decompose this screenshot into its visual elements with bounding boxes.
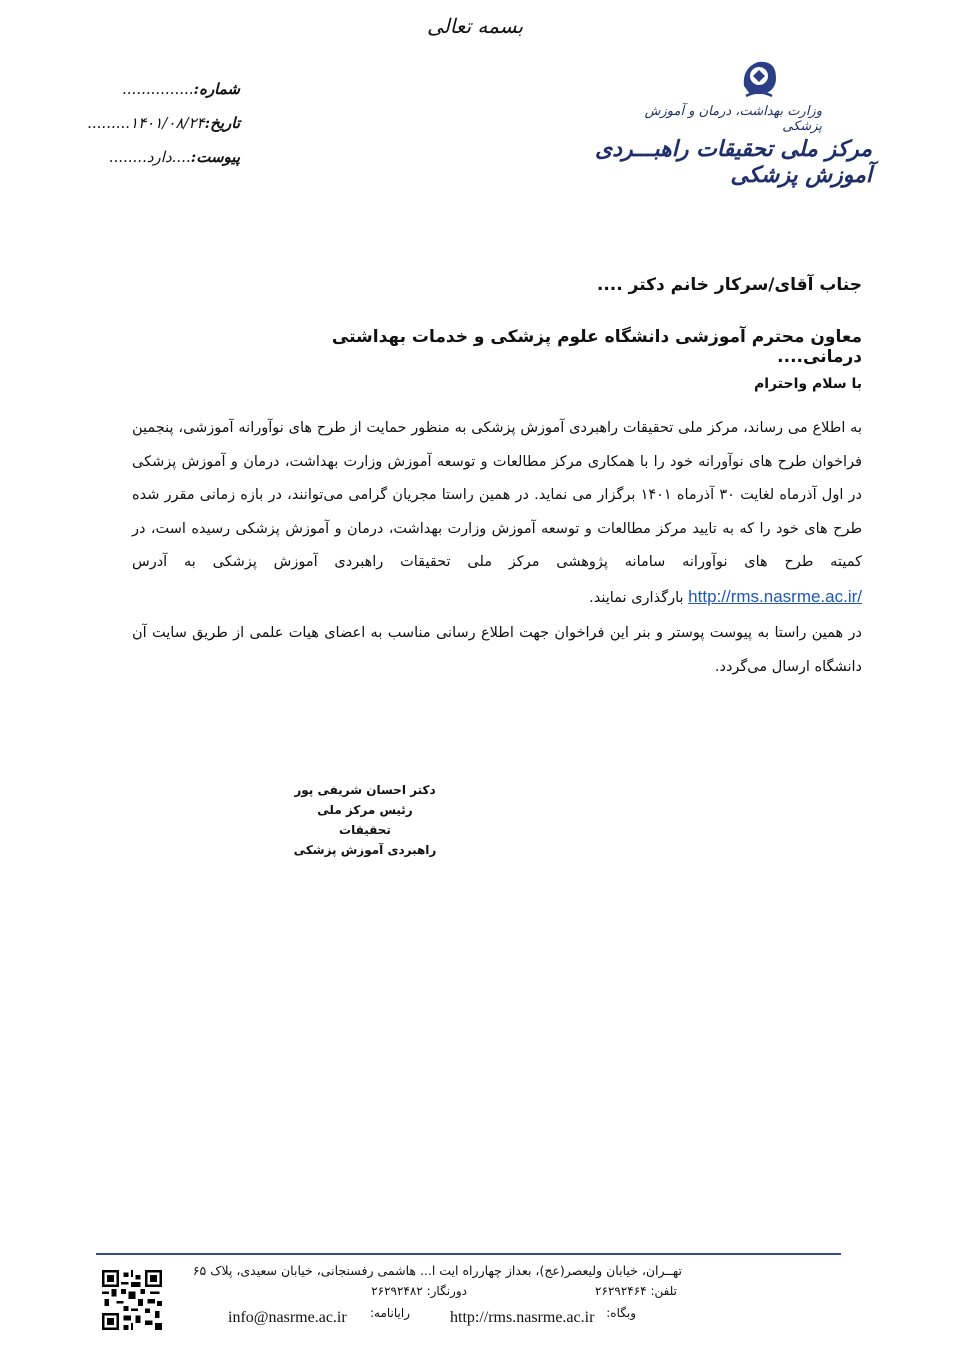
body-paragraph-1-text: به اطلاع می رساند، مرکز ملی تحقیقات راهبردی آموزش پزشکی به منظور حمایت از طرح های نوآورانه آموزشی، پنجمین فراخوان طرح های نوآورانه خود را با همکاری مرکز مطالعات و توسعه آموزش وزارت بهداشت، درمان و آموزش پزشکی در اول آذرماه لغایت ۳۰ آذرماه ۱۴۰۱ برگزار می نماید. در همین راستا مجریان گرامی می‌توانند، در بازه زمانی مقرر شده طرح های خود را که به تایید مرکز مطالعات و توسعه آموزش وزارت بهداشت، درمان و آموزش پزشکی رسیده است، در کمیته طرح های نوآورانه سامانه پژوهشی مرکز ملی تحقیقات راهبردی آموزش پزشکی به آدرس	[132, 420, 862, 570]
footer-website-label: وبگاه:	[606, 1306, 636, 1320]
letter-number-value: ...............	[122, 80, 194, 98]
body-paragraph-2: در همین راستا به پیوست پوستر و بنر این فراخوان جهت اطلاع رسانی مناسب به اعضای هیات علمی از طریق سایت آن دانشگاه ارسال می‌گردد.	[132, 625, 862, 675]
footer-divider	[96, 1253, 841, 1255]
letter-number	[90, 80, 240, 114]
footer-phone-label: تلفن:	[650, 1284, 677, 1298]
qr-code-icon	[102, 1270, 162, 1330]
recipient-line-2: معاون محترم آموزشی دانشگاه علوم پزشکی و خدمات بهداشتی درمانی....	[331, 327, 862, 367]
footer-fax-value: ۲۶۲۹۲۴۸۲	[371, 1284, 423, 1298]
basmala: بسمه تعالی	[426, 14, 524, 38]
footer-address: تهــران، خیابان ولیعصر(عج)، بعداز چهارراه ایت ا... هاشمی رفسنجانی، خیابان سعیدی، پلاک ۶۵	[192, 1263, 682, 1278]
footer-phone	[477, 1284, 677, 1298]
letter-date	[87, 114, 240, 148]
signatory-title-1: رئیس مرکز ملی تحقیقات	[317, 803, 413, 837]
footer-email-label: رایانامه:	[369, 1306, 410, 1320]
greeting: با سلام واحترام	[754, 376, 862, 392]
signature-block	[290, 780, 440, 860]
letter-number-label: شماره:	[193, 80, 240, 98]
rms-link[interactable]: http://rms.nasrme.ac.ir/	[688, 586, 862, 606]
letter-meta	[87, 80, 240, 182]
organization-logo	[592, 52, 872, 188]
ministry-name: وزارت بهداشت، درمان و آموزش پزشکی	[644, 104, 822, 134]
body-paragraph-1	[132, 412, 862, 615]
emblem-icon	[736, 56, 782, 102]
letter-attachment	[90, 148, 240, 182]
footer-email-link[interactable]: info@nasrme.ac.ir	[228, 1309, 347, 1326]
center-name: مرکز ملی تحقیقات راهبـــردی آموزش پزشکی	[594, 136, 872, 188]
recipient-line-1: جناب آقای/سرکار خانم دکتر ....	[596, 275, 862, 295]
footer-fax	[317, 1284, 467, 1298]
letter-attachment-value: ....دارد........	[108, 148, 191, 166]
footer-fax-label: دورنگار:	[426, 1284, 467, 1298]
letter-attachment-label: پیوست:	[190, 148, 240, 166]
footer-phone-value: ۲۶۲۹۲۴۶۴	[595, 1284, 647, 1298]
signatory-title-2: راهبردی آموزش پزشکی	[293, 843, 437, 857]
letter-date-label: تاریخ:	[204, 114, 240, 132]
signatory-name: دکتر احسان شریفی پور	[294, 783, 436, 797]
body-paragraph-1-end: بارگذاری نمایند.	[589, 589, 684, 606]
letter-date-value: ۱۴۰۱/۰۸/۲۴.........	[87, 114, 205, 132]
footer-website-link[interactable]: http://rms.nasrme.ac.ir	[450, 1309, 595, 1326]
